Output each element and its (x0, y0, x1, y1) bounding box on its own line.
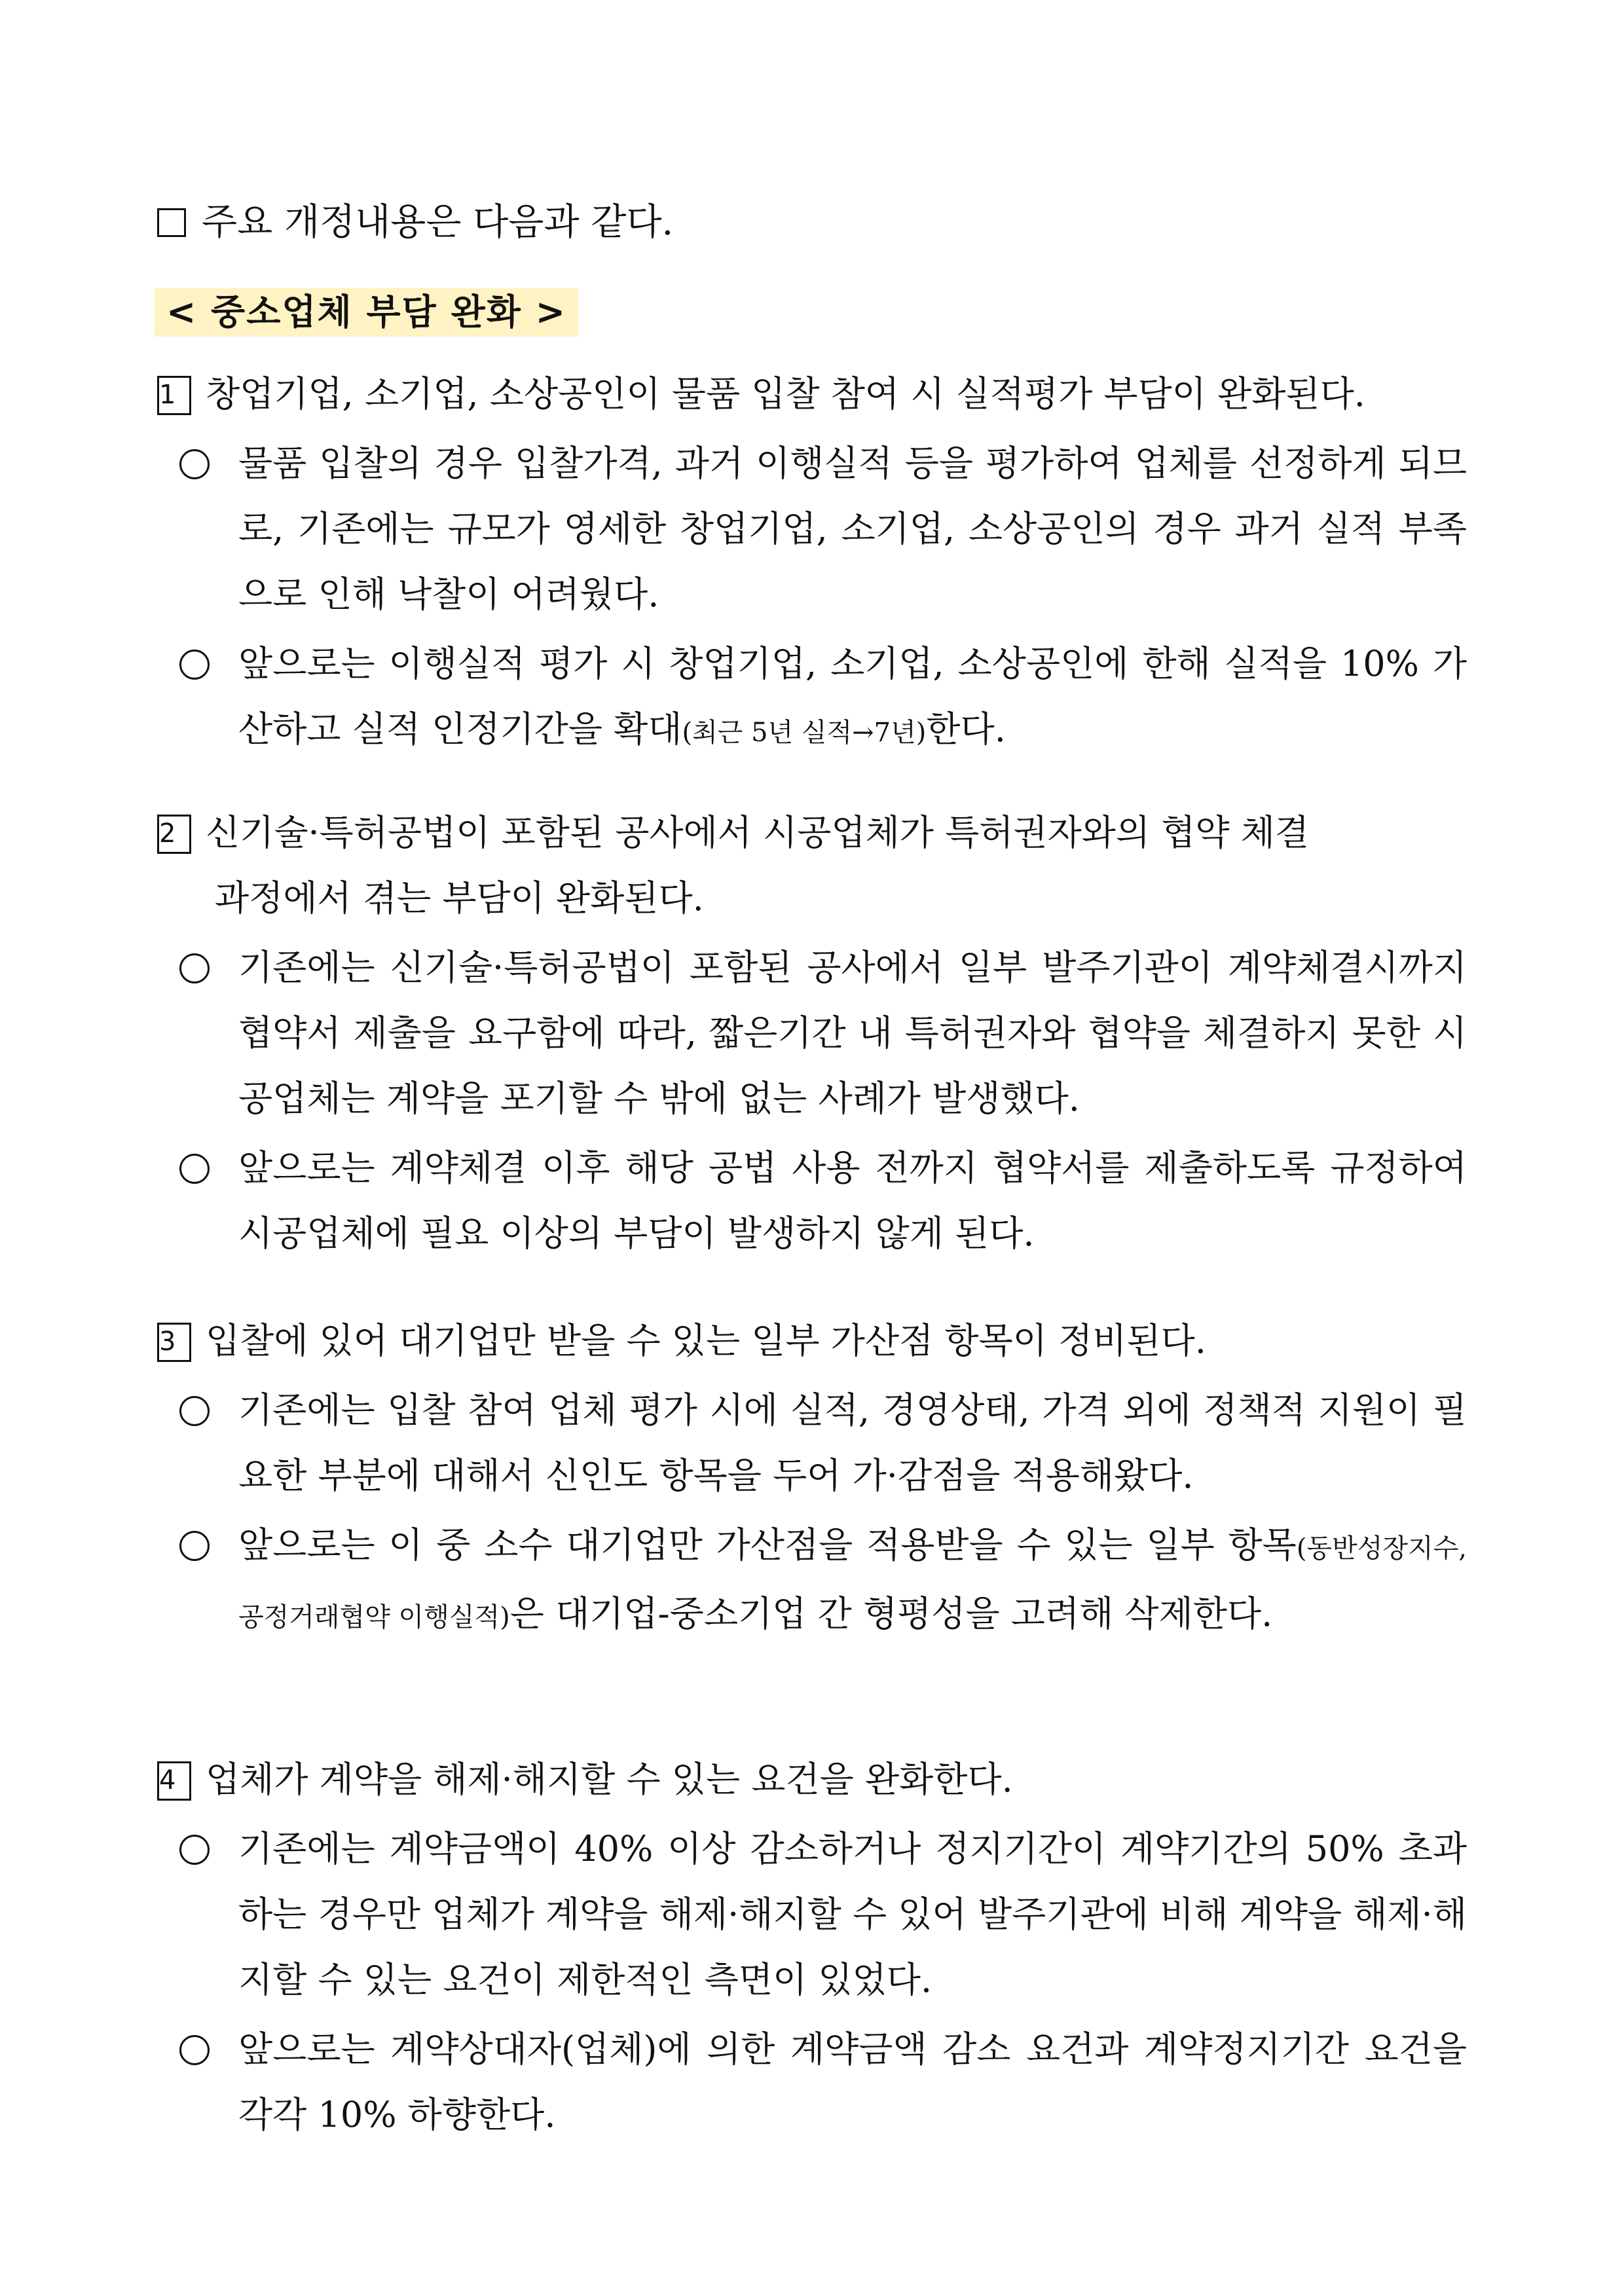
bullet-text: 기존에는 신기술·특허공법이 포함된 공사에서 일부 발주기관이 계약체결시까지 협약서 제출을 요구함에 따라, 짧은기간 내 특허권자와 협약을 체결하지 못한 시공업체는 계약을 포기할 수 밖에 없는 사례가 발생했다. (238, 947, 1467, 1119)
item-title-text: 업체가 계약을 해제·해지할 수 있는 요건을 완화한다. (206, 1759, 1013, 1800)
item-3 (157, 1308, 1467, 1650)
bullet-text: 기존에는 계약금액이 40% 이상 감소하거나 정지기간이 계약기간의 50% 초과하는 경우만 업체가 계약을 해제·해지할 수 있어 발주기관에 비해 계약을 해제·해지할 수 있는 요건이 제한적인 측면이 있었다. (238, 1828, 1467, 2000)
item-title (157, 800, 1467, 931)
bullet-item (157, 1135, 1467, 1266)
circle-bullet-icon (179, 1396, 210, 1426)
bullet-text-end: 은 대기업-중소기업 간 형평성을 고려해 삭제한다. (509, 1593, 1273, 1634)
bullet-text-main: 앞으로는 이 중 소수 대기업만 가산점을 적용받을 수 있는 일부 항목 (238, 1524, 1297, 1566)
bullet-item (157, 631, 1467, 765)
intro-line (157, 196, 673, 249)
bullet-text-note: (동반성장지수, 공정거래협약 이행실적) (238, 1533, 1467, 1632)
circle-bullet-icon (179, 953, 210, 983)
item-title-text: 창업기업, 소기업, 소상공인이 물품 입찰 참여 시 실적평가 부담이 완화된다. (206, 373, 1365, 414)
bullet-text-main: 앞으로는 이행실적 평가 시 창업기업, 소기업, 소상공인에 한해 실적을 10% 가산하고 실적 인정기간을 확대 (238, 643, 1467, 750)
circle-bullet-icon (179, 449, 210, 479)
item-number-box: 1 (157, 376, 191, 415)
item-number-box: 3 (157, 1323, 191, 1362)
bullet-text: 앞으로는 계약상대자(업체)에 의한 계약금액 감소 요건과 계약정지기간 요건을 각각 10% 하향한다. (238, 2029, 1467, 2135)
item-title (157, 361, 1467, 427)
circle-bullet-icon (179, 1531, 210, 1561)
item-2 (157, 800, 1467, 1266)
circle-bullet-icon (179, 650, 210, 680)
circle-bullet-icon (179, 1835, 210, 1865)
circle-bullet-icon (179, 1154, 210, 1184)
bullet-text (238, 631, 1467, 765)
circle-bullet-icon (179, 2035, 210, 2065)
item-title-text: 신기술·특허공법이 포함된 공사에서 시공업체가 특허권자와의 협약 체결 (206, 812, 1310, 853)
bullet-item (157, 935, 1467, 1131)
bullet-item (157, 2017, 1467, 2148)
bullet-item (157, 1816, 1467, 2013)
item-4 (157, 1747, 1467, 2148)
item-title-continuation: 과정에서 겪는 부담이 완화된다. (215, 877, 704, 919)
item-number-box: 4 (157, 1761, 191, 1801)
bullet-text-note: (최근 5년 실적→7년) (682, 718, 927, 748)
item-title (157, 1747, 1467, 1812)
item-title (157, 1308, 1467, 1374)
item-1 (157, 361, 1467, 765)
bullet-text: 기존에는 입찰 참여 업체 평가 시에 실적, 경영상태, 가격 외에 정책적 지원이 필요한 부분에 대해서 신인도 항목을 두어 가·감점을 적용해왔다. (238, 1389, 1467, 1496)
item-number-box: 2 (157, 815, 191, 854)
intro-text: 주요 개정내용은 다음과 같다. (202, 201, 674, 244)
bullet-text: 물품 입찰의 경우 입찰가격, 과거 이행실적 등을 평가하여 업체를 선정하게 되므로, 기존에는 규모가 영세한 창업기업, 소기업, 소상공인의 경우 과거 실적 부족으로 인해 낙찰이 어려웠다. (238, 443, 1467, 615)
bullet-item (157, 1513, 1467, 1650)
bullet-text (238, 1513, 1467, 1650)
section-heading: < 중소업체 부담 완화 > (155, 288, 578, 337)
bullet-text-end: 한다. (926, 708, 1006, 750)
square-bullet-icon (157, 208, 186, 237)
bullet-item (157, 1378, 1467, 1509)
bullet-item (157, 431, 1467, 627)
item-title-text: 입찰에 있어 대기업만 받을 수 있는 일부 가산점 항목이 정비된다. (206, 1320, 1206, 1361)
bullet-text: 앞으로는 계약체결 이후 해당 공법 사용 전까지 협약서를 제출하도록 규정하여 시공업체에 필요 이상의 부담이 발생하지 않게 된다. (238, 1147, 1467, 1254)
